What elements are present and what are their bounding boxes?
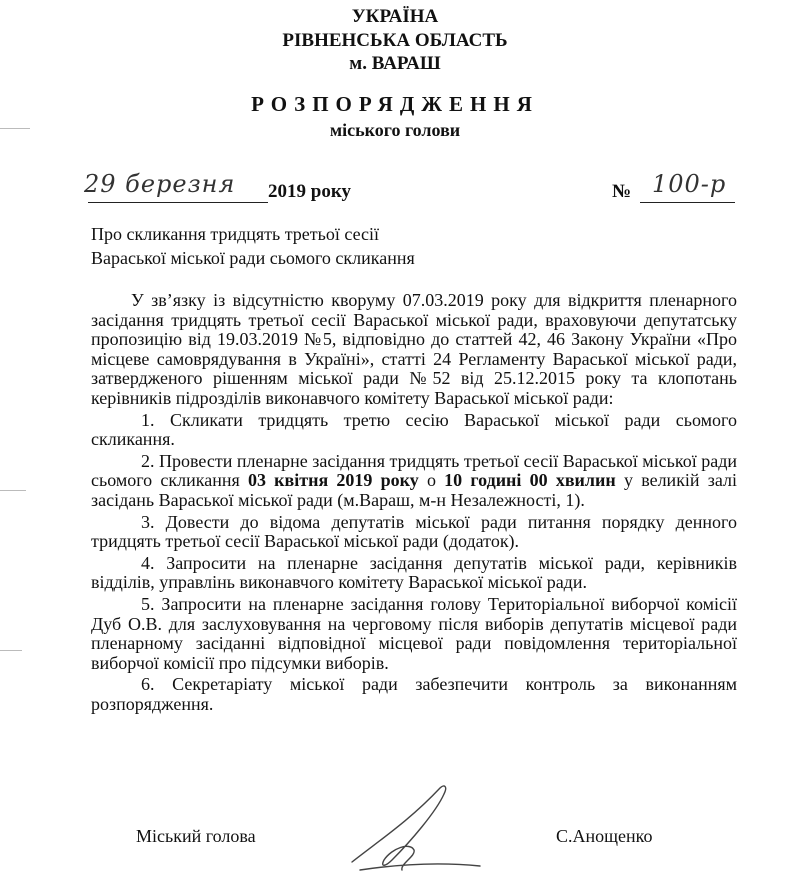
item-1: 1. Скликати тридцять третю сесію Вараської міської ради сьомого скликання.: [91, 409, 737, 450]
item-3: 3. Довести до відома депутатів міської ради питання порядку денного тридцять третьої сесії Вараської міської ради (додаток).: [91, 511, 737, 552]
preamble-paragraph: У зв’язку із відсутністю кворуму 07.03.2019 року для відкриття пленарного засідання тридцять третьої сесії Вараської міської ради, враховуючи депутатську пропозицію від 19.03.2019 №5, відповідно до статтей 42, 46 Закону України «Про місцеве самоврядування в Україні», статті 24 Регламенту Вараської міської ради, затвердженого рішенням міської ради №52 від 25.12.2015 року та клопотань керівників підрозділів виконавчого комітету Вараської міської ради:: [91, 290, 737, 408]
handwritten-number: 100-р: [652, 170, 727, 198]
item-6: 6. Секретаріату міської ради забезпечити контроль за виконанням розпорядження.: [91, 674, 737, 714]
item-2-text-c: о: [418, 470, 445, 491]
scan-mark: [0, 650, 22, 651]
handwritten-signature: [340, 780, 490, 880]
meeting-date: 03 квітня 2019 року: [247, 470, 419, 491]
item-2-text-e: у великій залі засідань Вараської міської ради (м.Вараш, м-н Незалежності, 1).: [91, 470, 738, 510]
meeting-time: 10 годині 00 хвилин: [444, 470, 616, 491]
document-subtitle: міського голови: [329, 120, 461, 140]
item-4: 4. Запросити на пленарне засідання депутатів міської ради, керівників відділів, управлінь виконавчого комітету Вараської міської ради.: [91, 552, 737, 593]
item-2: [91, 452, 737, 511]
item-2-text-a: 2. Провести пленарне засідання тридцять третьої сесії Вараської міської ради сьомого скликання: [91, 450, 737, 491]
header-city: м. ВАРАШ: [349, 53, 441, 74]
scan-mark: [0, 128, 30, 129]
signatory-name: С.Анощенко: [556, 826, 653, 846]
document-body: [91, 291, 737, 714]
header-region: РІВНЕНСЬКА ОБЛАСТЬ: [282, 30, 508, 51]
subject-line-2: Вараської міської ради сьомого скликання: [91, 248, 415, 268]
item-5: 5. Запросити на пленарне засідання голову Територіальної виборчої комісії Дуб О.В. для заслуховування на черговому після виборів депутатів місцевої ради пленарному засіданні відповідної місцевої ради повідомлення територіальної виборчої комісії про підсумки виборів.: [91, 593, 737, 673]
scan-mark: [0, 490, 26, 491]
header-country: УКРАЇНА: [351, 6, 439, 27]
subject-line-1: Про скликання тридцять третьої сесії: [91, 224, 380, 244]
handwritten-date: 29 березня: [84, 170, 236, 198]
date-year: 2019 року: [268, 181, 351, 202]
number-label: №: [612, 181, 632, 202]
signatory-position: Міський голова: [136, 826, 256, 846]
document-title: РОЗПОРЯДЖЕННЯ: [251, 92, 539, 116]
